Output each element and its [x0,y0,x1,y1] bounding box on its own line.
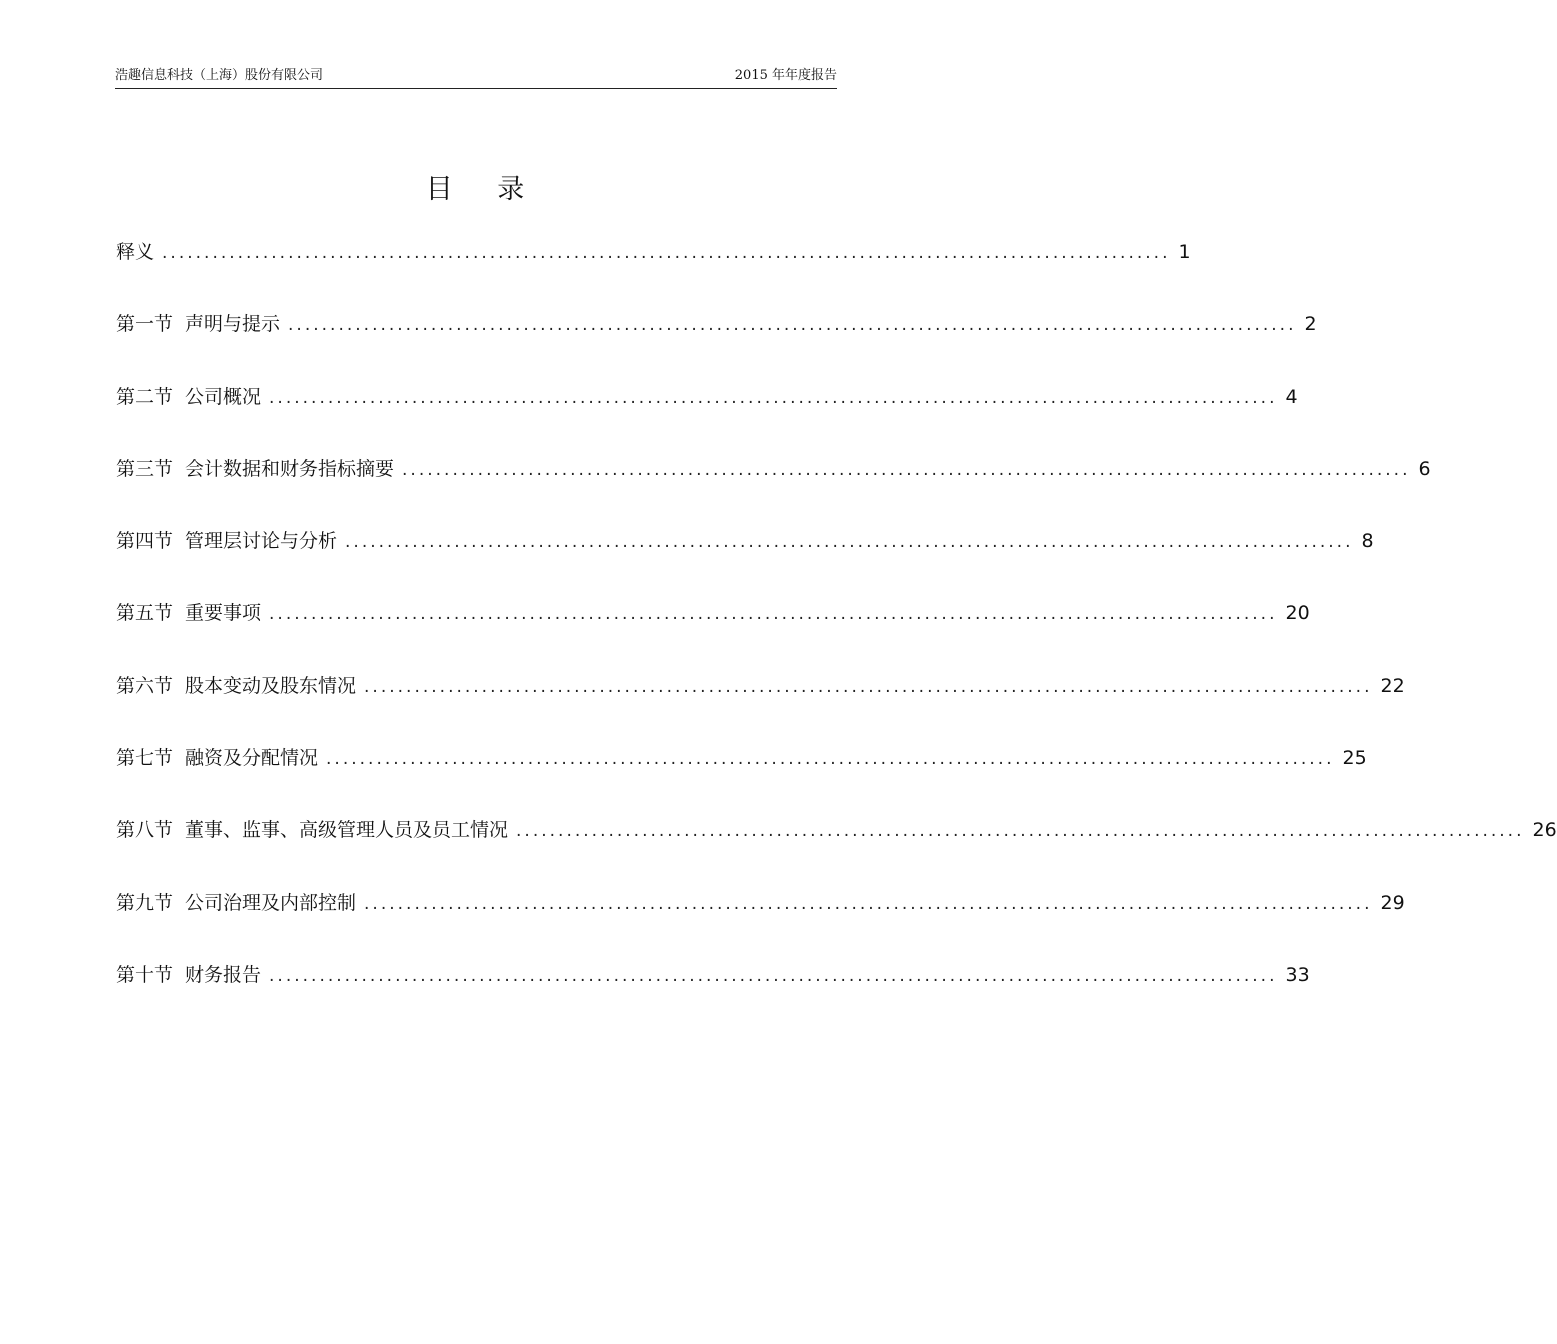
toc-section-number: 第九节 [116,891,174,914]
toc-page-number: 29 [1380,891,1405,914]
toc-entry-label [116,668,356,704]
toc-entry-label [116,306,280,342]
toc-page-number: 4 [1285,385,1298,408]
toc-section-number: 第八节 [116,819,174,842]
toc-section-title: 重要事项 [185,602,262,625]
toc-entry[interactable] [116,234,1191,306]
toc-section-title: 董事、监事、高级管理人员及员工情况 [185,819,509,842]
toc-section-number: 第六节 [116,674,174,697]
toc-entry[interactable] [116,451,1431,523]
toc-dot-leader: ........................................................................................................................ [345,532,1354,553]
toc-page-number: 26 [1532,819,1557,842]
toc-section-title: 公司治理及内部控制 [185,891,357,914]
toc-section-title: 公司概况 [185,385,262,408]
toc-entry-label [116,234,154,270]
toc-entry-label [116,379,261,415]
toc-entry[interactable] [116,957,1310,1029]
toc-heading: 目 录 [425,174,543,205]
toc-dot-leader: ........................................................................................................................ [269,604,1278,625]
toc-entry-label [116,451,394,487]
toc-entry[interactable] [116,523,1374,595]
toc-entry[interactable] [116,595,1310,667]
toc-entry-label [116,523,337,559]
toc-dot-leader: ........................................................................................................................ [402,459,1411,480]
toc-entry-label [116,740,318,776]
toc-page-number: 6 [1418,457,1431,480]
toc-section-title: 管理层讨论与分析 [185,530,338,553]
toc-dot-leader: ........................................................................................................................ [516,821,1525,842]
toc-section-number: 第十节 [116,963,174,986]
toc-section-number: 第四节 [116,530,174,553]
toc-dot-leader: ........................................................................................................................ [288,315,1297,336]
toc-section-title: 释义 [116,241,155,263]
toc-dot-leader: ........................................................................................................................ [269,387,1278,408]
toc-dot-leader: ........................................................................................................................ [162,243,1171,263]
toc-dot-leader: ........................................................................................................................ [364,893,1373,914]
toc-page-number: 25 [1342,747,1367,770]
toc-entry-label [116,595,261,631]
toc-section-number: 第七节 [116,747,174,770]
toc-entry-label [116,957,261,993]
page-header [115,66,837,89]
toc-dot-leader: ........................................................................................................................ [269,965,1278,986]
toc-section-number: 第一节 [116,313,174,336]
header-company-name: 浩趣信息科技（上海）股份有限公司 [115,68,324,83]
toc-entry-label [116,812,508,848]
toc-section-title: 声明与提示 [185,313,281,336]
toc-section-title: 股本变动及股东情况 [185,674,357,697]
toc-entry[interactable] [116,885,1405,957]
toc-entry[interactable] [116,812,1557,884]
toc-entry[interactable] [116,668,1405,740]
toc-page-number: 8 [1361,530,1374,553]
toc-section-number: 第五节 [116,602,174,625]
toc-dot-leader: ........................................................................................................................ [326,749,1335,770]
toc-entry[interactable] [116,379,1298,451]
toc-page-number: 22 [1380,674,1405,697]
toc-section-number: 第三节 [116,457,174,480]
toc-entry[interactable] [116,740,1367,812]
toc-dot-leader: ........................................................................................................................ [364,676,1373,697]
toc-section-title: 融资及分配情况 [185,747,319,770]
toc-section-title: 财务报告 [185,963,262,986]
toc-entry[interactable] [116,306,1317,378]
toc-page-number: 20 [1285,602,1310,625]
toc-section-number: 第二节 [116,385,174,408]
toc-page-number: 2 [1304,313,1317,336]
table-of-contents [116,234,1557,1029]
header-report-title: 2015 年年度报告 [734,68,837,83]
toc-page-number: 1 [1178,241,1191,263]
toc-entry-label [116,885,356,921]
toc-page-number: 33 [1285,963,1310,986]
toc-section-title: 会计数据和财务指标摘要 [185,457,395,480]
